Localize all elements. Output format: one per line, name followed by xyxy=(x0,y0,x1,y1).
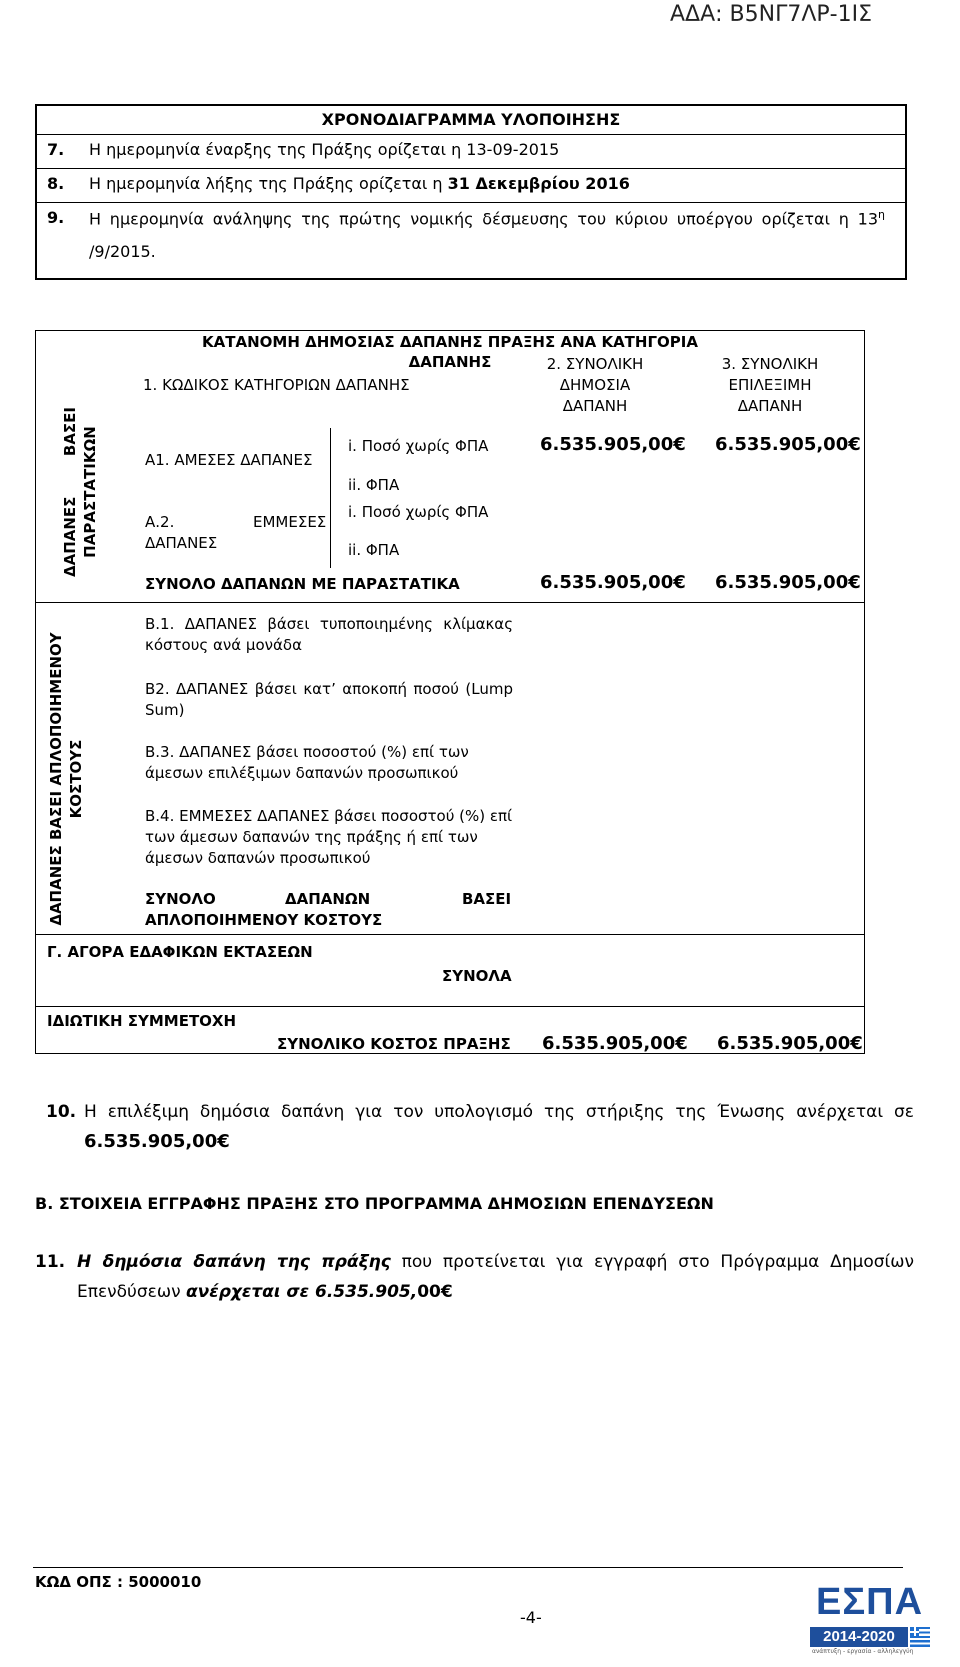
simplified-total-1b: ΔΑΠΑΝΩΝ xyxy=(285,890,371,908)
item-number: 9. xyxy=(47,208,65,227)
col-public-header-3: ΔΑΠΑΝΗ xyxy=(562,397,628,415)
para-10-number: 10. xyxy=(46,1102,77,1122)
a2-label-2: ΕΜΜΕΣΕΣ xyxy=(253,513,327,531)
para-11-line2-text: Επενδύσεων xyxy=(77,1282,186,1302)
table-border-right xyxy=(864,330,865,1054)
espa-logo-text: ΕΣΠΑ xyxy=(816,1581,924,1623)
timeline-item-start: Η ημερομηνία έναρξης της Πράξης ορίζεται η 13-09-2015 xyxy=(89,140,560,159)
b2-line1 xyxy=(145,679,513,699)
section-divider xyxy=(35,602,865,603)
a2-label-3: ΔΑΠΑΝΕΣ xyxy=(145,534,218,552)
section-b-label xyxy=(46,629,86,929)
totals-label: ΣΥΝΟΛΑ xyxy=(442,967,512,985)
para-11-text: που προτείνεται για εγγραφή στο Πρόγραμμα Δημοσίων xyxy=(390,1252,914,1272)
end-date: 31 Δεκεμβρίου 2016 xyxy=(447,174,630,193)
espa-logo-years: 2014-2020 xyxy=(810,1627,908,1647)
a1-eligible-amount: 6.535.905,00€ xyxy=(715,434,861,455)
b1-line1 xyxy=(145,614,513,634)
espa-logo xyxy=(812,1581,932,1657)
para-11-amount-italic: ανέρχεται σε 6.535.905, xyxy=(186,1282,418,1302)
col-eligible-header-3: ΔΑΠΑΝΗ xyxy=(737,397,803,415)
total-with-invoices-eligible: 6.535.905,00€ xyxy=(715,572,861,593)
item-number: 8. xyxy=(47,174,65,193)
b1-text: Β.1. ΔΑΠΑΝΕΣ βάσει τυποποιημένης κλίμακας xyxy=(145,615,513,633)
total-cost-label: ΣΥΝΟΛΙΚΟ ΚΟΣΤΟΣ ΠΡΑΞΗΣ xyxy=(277,1035,511,1053)
table-border-top xyxy=(35,330,865,331)
col-eligible-header-1: 3. ΣΥΝΟΛΙΚΗ xyxy=(721,355,819,373)
simplified-total-1c: ΒΑΣΕΙ xyxy=(462,890,512,908)
section-b-title: Β. ΣΤΟΙΧΕΙΑ ΕΓΓΡΑΦΗΣ ΠΡΑΞΗΣ ΣΤΟ ΠΡΟΓΡΑΜΜΑ ΔΗΜΟΣΙΩΝ ΕΠΕΝΔΥΣΕΩΝ xyxy=(35,1194,714,1213)
b2-text: Β2. ΔΑΠΑΝΕΣ βάσει κατ’ αποκοπή ποσού (Lump xyxy=(145,680,513,698)
land-purchase: Γ. ΑΓΟΡΑ ΕΔΑΦΙΚΩΝ ΕΚΤΑΣΕΩΝ xyxy=(47,943,313,961)
greek-flag-icon xyxy=(910,1627,930,1647)
b4-line2: των άμεσων δαπανών της πράξης ή επί των xyxy=(145,828,478,846)
section-a-label-line1: ΔΑΠΑΝΕΣ ΒΑΣΕΙ xyxy=(61,407,79,577)
para-11-emphasis: Η δημόσια δαπάνη της πράξης xyxy=(77,1252,391,1272)
section-b-label-line2: ΚΟΣΤΟΥΣ xyxy=(67,739,85,819)
espa-logo-motto: ανάπτυξη - εργασία - αλληλεγγύη xyxy=(812,1648,914,1655)
para-10-text xyxy=(84,1098,914,1126)
end-text: Η ημερομηνία λήξης της Πράξης ορίζεται η xyxy=(89,174,448,193)
footer-divider xyxy=(33,1567,903,1568)
simplified-total-1a: ΣΥΝΟΛΟ xyxy=(145,890,216,908)
para-10-body: Η επιλέξιμη δημόσια δαπάνη για τον υπολογισμό της στήριξης της Ένωσης ανέρχεται σε xyxy=(84,1102,914,1122)
timeline-title: ΧΡΟΝΟΔΙΑΓΡΑΜΜΑ ΥΛΟΠΟΙΗΣΗΣ xyxy=(321,110,621,129)
commitment-text: Η ημερομηνία ανάληψης της πρώτης νομικής δέσμευσης του κύριου υποέργου ορίζεται η 13 xyxy=(89,209,879,229)
ops-code: ΚΩΔ ΟΠΣ : 5000010 xyxy=(35,1573,202,1591)
a2-amount-no-vat: i. Ποσό χωρίς ΦΠΑ xyxy=(348,503,489,521)
col-code-header: 1. ΚΩΔΙΚΟΣ ΚΑΤΗΓΟΡΙΩΝ ΔΑΠΑΝΗΣ xyxy=(143,376,410,394)
b4-line3: άμεσων δαπανών προσωπικού xyxy=(145,849,371,867)
page-number: -4- xyxy=(520,1608,542,1627)
b4-line1: Β.4. ΕΜΜΕΣΕΣ ΔΑΠΑΝΕΣ βάσει ποσοστού (%) επί xyxy=(145,807,513,825)
b3-line1: Β.3. ΔΑΠΑΝΕΣ βάσει ποσοστού (%) επί των xyxy=(145,743,469,761)
a2-vat: ii. ΦΠΑ xyxy=(348,541,400,559)
a1-public-amount: 6.535.905,00€ xyxy=(540,434,686,455)
b3-line2: άμεσων επιλέξιμων δαπανών προσωπικού xyxy=(145,764,459,782)
para-11-amount-end: 00€ xyxy=(417,1282,453,1302)
allocation-title: ΚΑΤΑΝΟΜΗ ΔΗΜΟΣΙΑΣ ΔΑΠΑΝΗΣ ΠΡΑΞΗΣ ΑΝΑ ΚΑΤΗΓΟΡΙΑ ΔΑΠΑΝΗΣ xyxy=(202,333,698,371)
total-cost-eligible: 6.535.905,00€ xyxy=(717,1033,863,1054)
simplified-total-2: ΑΠΛΟΠΟΙΗΜΕΝΟΥ ΚΟΣΤΟΥΣ xyxy=(145,911,383,929)
b1-line2: κόστους ανά μονάδα xyxy=(145,636,302,654)
section-a-label-line2: ΠΑΡΑΣΤΑΤΙΚΩΝ xyxy=(81,426,99,558)
item-number: 7. xyxy=(47,140,65,159)
section-b-label-line1: ΔΑΠΑΝΕΣ ΒΑΣΕΙ ΑΠΛΟΠΟΙΗΜΕΝΟΥ xyxy=(47,632,65,926)
a1-vat: ii. ΦΠΑ xyxy=(348,476,400,494)
b2-line2: Sum) xyxy=(145,701,185,719)
para-10-amount: 6.535.905,00€ xyxy=(84,1131,230,1152)
a1-direct-costs: Α1. ΑΜΕΣΕΣ ΔΑΠΑΝΕΣ xyxy=(145,451,313,469)
sub-divider xyxy=(330,428,331,568)
para-11-number: 11. xyxy=(35,1252,66,1272)
a2-label-1: Α.2. xyxy=(145,513,175,531)
private-participation: ΙΔΙΩΤΙΚΗ ΣΥΜΜΕΤΟΧΗ xyxy=(47,1012,237,1030)
a1-amount-no-vat: i. Ποσό χωρίς ΦΠΑ xyxy=(348,437,489,455)
total-cost-public: 6.535.905,00€ xyxy=(542,1033,688,1054)
col-public-header-2: ΔΗΜΟΣΙΑ xyxy=(559,376,631,394)
section-a-label xyxy=(60,407,100,577)
total-with-invoices-public: 6.535.905,00€ xyxy=(540,572,686,593)
table-border-left xyxy=(35,330,36,1054)
total-with-invoices-label: ΣΥΝΟΛΟ ΔΑΠΑΝΩΝ ΜΕ ΠΑΡΑΣΤΑΤΙΚΑ xyxy=(145,575,460,593)
section-divider xyxy=(35,1006,865,1007)
col-public-header-1: 2. ΣΥΝΟΛΙΚΗ xyxy=(546,355,644,373)
section-divider xyxy=(35,934,865,935)
para-11-line2 xyxy=(77,1278,453,1306)
superscript: η xyxy=(878,208,885,221)
document-ada-id: ΑΔΑ: Β5ΝΓ7ΛΡ-1ΙΣ xyxy=(670,2,872,27)
commitment-text-cont: /9/2015. xyxy=(89,242,156,261)
col-eligible-header-2: ΕΠΙΛΕΞΙΜΗ xyxy=(728,376,812,394)
para-11-line1-body xyxy=(77,1248,914,1276)
para-11-line1 xyxy=(77,1248,914,1276)
